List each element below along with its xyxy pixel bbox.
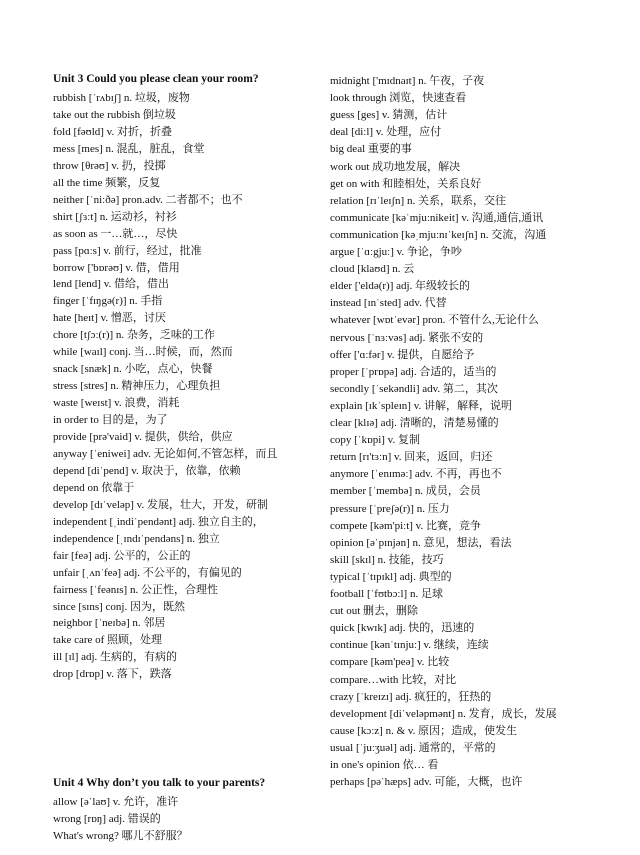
vocab-entry: anymore [ˈenɪməː] adv. 不再，再也不 <box>330 468 502 481</box>
vocab-entry: explain [ɪkˈspleɪn] v. 讲解，解释，说明 <box>330 399 512 412</box>
vocab-entry: all the time 频繁，反复 <box>53 176 161 189</box>
vocab-entry: unfair [ˌʌnˈfeə] adj. 不公平的，有偏见的 <box>53 566 242 579</box>
vocab-entry: usual [ˈjuːʒuəl] adj. 通常的，平常的 <box>330 741 496 754</box>
vocab-entry: development [diˈveləpmənt] n. 发育，成长，发展 <box>330 707 557 720</box>
vocab-entry: midnight ['mɪdnaɪt] n. 午夜，子夜 <box>330 75 485 87</box>
vocab-entry: clear [klɪə] adj. 清晰的，清楚易懂的 <box>330 417 499 429</box>
vocab-entry: nervous [ˈnɜːvəs] adj. 紧张不安的 <box>330 331 484 344</box>
vocab-entry: anyway [ˈeniwei] adv. 无论如何,不管怎样，而且 <box>53 447 278 460</box>
vocab-entry: wrong [rɒŋ] adj. 错误的 <box>53 813 161 825</box>
vocab-entry: skill [skɪl] n. 技能，技巧 <box>330 553 444 566</box>
vocab-entry: lend [lend] v. 借给，借出 <box>53 278 169 291</box>
vocab-entry: get on with 和睦相处，关系良好 <box>330 177 482 190</box>
vocab-entry: fold [fəʊld] v. 对折，折叠 <box>53 125 172 138</box>
vocab-entry: in one's opinion 依… 看 <box>330 759 439 771</box>
vocab-entry: take out the rubbish 倒垃圾 <box>53 108 176 121</box>
vocab-entry: copy [ˈkɒpi] v. 复制 <box>330 434 420 447</box>
vocab-entry: rubbish [ˈrʌbɪʃ] n. 垃圾，废物 <box>53 92 190 104</box>
vocab-entry: throw [θrəʊ] v. 扔，投掷 <box>53 159 166 172</box>
vocab-entry: guess [ges] v. 猜测，估计 <box>330 109 448 122</box>
vocab-entry: look through 浏览，快速查看 <box>330 92 467 105</box>
unit4-title: Unit 4 Why don’t you talk to your parents? <box>53 777 266 789</box>
vocab-entry: whatever [wɒtˈevər] pron. 不管什么,无论什么 <box>330 314 539 327</box>
vocab-entry: relation [rɪˈleɪʃn] n. 关系，联系，交往 <box>330 194 506 207</box>
vocab-entry: independent [ˌindiˈpendənt] adj. 独立自主的， <box>53 515 264 528</box>
vocab-entry: fair [feə] adj. 公平的，公正的 <box>53 549 191 562</box>
unit3-title: Unit 3 Could you please clean your room? <box>53 73 259 85</box>
vocab-entry: return [rɪ'tɜːn] v. 回来，返回，归还 <box>330 451 493 464</box>
vocab-entry: as soon as 一…就…，尽快 <box>53 227 178 240</box>
vocab-entry: work out 成功地发展，解决 <box>330 160 461 173</box>
vocab-entry: chore [tʃɔː(r)] n. 杂务，乏味的工作 <box>53 329 215 342</box>
vocab-entry: neither [ˈniːðə] pron.adv. 二者都不；也不 <box>53 193 243 206</box>
vocab-entry: pressure [ˈpreʃə(r)] n. 压力 <box>330 502 450 515</box>
vocab-entry: mess [mes] n. 混乱，脏乱，食堂 <box>53 142 205 155</box>
vocab-entry: What's wrong? 哪儿不舒服？ <box>53 830 188 842</box>
vocab-entry: deal [diːl] v. 处理，应付 <box>330 126 442 139</box>
vocab-entry: proper [ˈprɒpə] adj. 合适的，适当的 <box>330 365 497 378</box>
vocab-entry: finger [ˈfɪŋgə(r)] n. 手指 <box>53 295 163 308</box>
vocab-entry: shirt [ʃɜːt] n. 运动衫，衬衫 <box>53 210 177 223</box>
vocab-entry: fairness [ˈfeənɪs] n. 公正性，合理性 <box>53 583 218 596</box>
vocab-entry: continue [kənˈtɪnjuː] v. 继续，连续 <box>330 639 489 652</box>
vocab-entry: big deal 重要的事 <box>330 143 412 156</box>
vocab-entry: opinion [əˈpɪnjən] n. 意见，想法，看法 <box>330 536 512 549</box>
vocab-entry: in order to 目的是，为了 <box>53 414 168 427</box>
vocab-entry: football [ˈfʊtbɔːl] n. 足球 <box>330 588 443 600</box>
vocab-entry: communicate [kəˈmjuːnikeit] v. 沟通,通信,通讯 <box>330 211 544 224</box>
vocab-entry: offer ['ɑːfər] v. 提供，自愿给予 <box>330 348 475 361</box>
vocab-entry: allow [əˈlaʊ] v. 允许，准许 <box>53 796 179 808</box>
vocab-entry: depend [diˈpend] v. 取决于，依靠，依赖 <box>53 464 241 477</box>
vocab-entry: develop [dɪˈveləp] v. 发展，壮大，开发，研制 <box>53 498 268 511</box>
vocab-entry: independence [ˌɪndɪˈpendəns] n. 独立 <box>53 532 220 545</box>
vocab-entry: take care of 照顾，处理 <box>53 634 163 647</box>
vocab-entry: member [ˈmembə] n. 成员，会员 <box>330 485 481 498</box>
vocab-entry: compare [kəm'peə] v. 比较 <box>330 656 450 669</box>
vocab-entry: communication [kəˌmjuːnɪˈkeɪʃn] n. 交流，沟通 <box>330 228 547 241</box>
vocab-entry: cut out 删去，删除 <box>330 605 418 618</box>
vocab-entry: snack [snæk] n. 小吃，点心，快餐 <box>53 363 213 376</box>
vocab-entry: secondly [ˈsekəndli] adv. 第二，其次 <box>330 382 498 395</box>
vocab-entry: compare…with 比较，对比 <box>330 673 457 686</box>
vocab-entry: drop [drɒp] v. 落下，跌落 <box>53 668 172 681</box>
vocab-entry: cause [kɔːz] n. & v. 原因；造成，使发生 <box>330 724 518 737</box>
vocab-entry: neighbor [ˈneɪbə] n. 邻居 <box>53 617 166 630</box>
vocab-entry: elder ['eldə(r)] adj. 年级较长的 <box>330 280 471 293</box>
vocab-entry: quick [kwɪk] adj. 快的，迅速的 <box>330 622 475 635</box>
vocab-entry: waste [weɪst] v. 浪费，消耗 <box>53 397 180 410</box>
vocab-entry: pass [pɑːs] v. 前行，经过，批准 <box>53 244 202 257</box>
vocab-entry: since [sɪns] conj. 因为，既然 <box>53 600 185 613</box>
vocab-entry: borrow ['bɒrəʊ] v. 借，借用 <box>53 261 180 274</box>
vocab-entry: crazy [ˈkreɪzɪ] adj. 疯狂的，狂热的 <box>330 690 492 703</box>
vocab-entry: depend on 依靠于 <box>53 481 135 494</box>
vocab-entry: instead [ɪnˈsted] adv. 代替 <box>330 297 447 310</box>
vocab-entry: hate [heɪt] v. 憎恶，讨厌 <box>53 312 166 325</box>
vocab-entry: typical [ˈtɪpɪkl] adj. 典型的 <box>330 570 452 583</box>
vocab-entry: ill [ɪl] adj. 生病的，有病的 <box>53 651 178 664</box>
vocab-entry: compete [kəm'piːt] v. 比赛，竞争 <box>330 519 481 532</box>
vocab-entry: stress [stres] n. 精神压力，心理负担 <box>53 380 221 393</box>
vocab-entry: perhaps [pəˈhæps] adv. 可能，大概，也许 <box>330 776 523 789</box>
vocab-entry: argue [ˈɑːgjuː] v. 争论，争吵 <box>330 246 462 258</box>
vocab-entry: while [waɪl] conj. 当…时候，而，然而 <box>53 346 233 359</box>
vocab-entry: cloud [klaʊd] n. 云 <box>330 263 415 276</box>
vocab-entry: provide [prə'vaid] v. 提供，供给，供应 <box>53 431 233 443</box>
